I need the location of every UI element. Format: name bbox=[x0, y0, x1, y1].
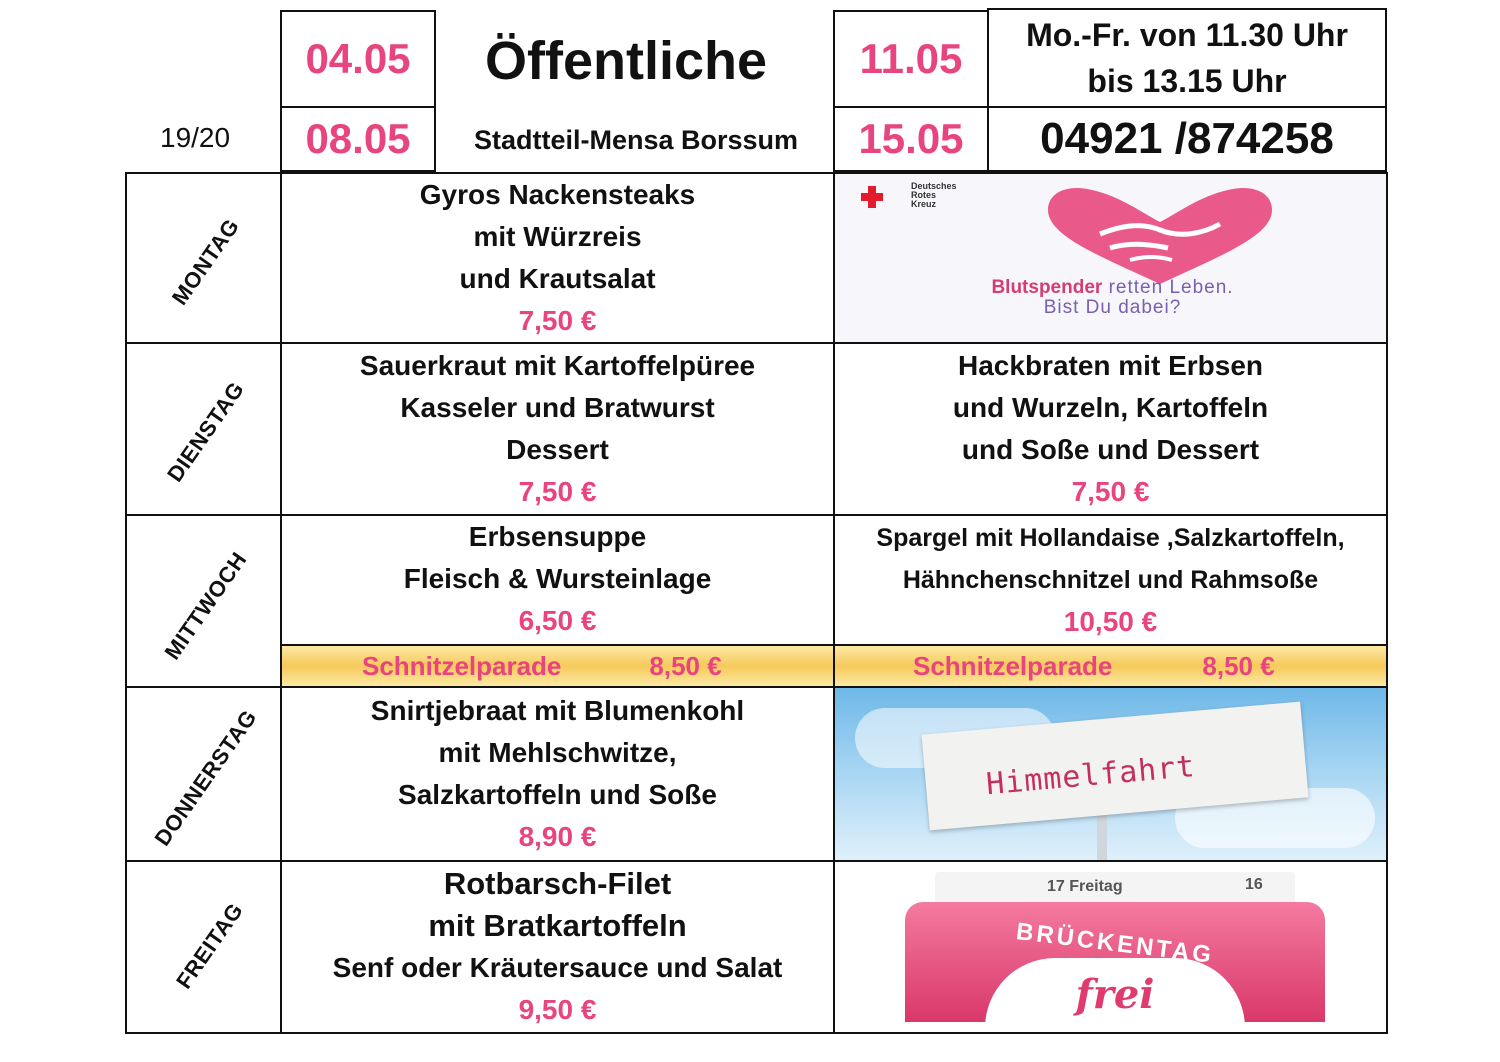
ascension-day-image bbox=[833, 686, 1388, 862]
frei-label: frei bbox=[1075, 970, 1155, 1018]
opening-hours-line1: Mo.-Fr. von 11.30 Uhr bbox=[1026, 17, 1348, 53]
menu-line: Sauerkraut mit Kartoffelpüree bbox=[359, 350, 756, 381]
day-label-donnerstag: DONNERSTAG bbox=[149, 705, 262, 851]
ad-slogan-rest: retten Leben. bbox=[1102, 277, 1234, 298]
drk-line: Deutsches bbox=[911, 181, 957, 191]
bridge-day-image bbox=[833, 860, 1388, 1034]
schnitzel-bar-week2 bbox=[833, 644, 1388, 688]
period-label: 19/20 bbox=[160, 122, 231, 153]
menu-line: Gyros Nackensteaks bbox=[419, 179, 696, 210]
drk-line: Rotes bbox=[911, 190, 937, 200]
menu-line: Erbsensuppe bbox=[468, 521, 647, 552]
schnitzel-price: 8,50 € bbox=[1202, 650, 1275, 681]
opening-hours-line2: bis 13.15 Uhr bbox=[1087, 63, 1287, 99]
date-week2-start: 11.05 bbox=[833, 10, 989, 108]
page-title: Öffentliche bbox=[484, 31, 768, 91]
brueckentag-label: BRÜCKENTAG bbox=[1014, 917, 1216, 970]
menu-line: Rotbarsch-Filet bbox=[443, 866, 672, 901]
menu-price: 9,50 € bbox=[518, 994, 597, 1025]
menu-line: Hackbraten mit Erbsen bbox=[958, 350, 1263, 381]
day-divider bbox=[125, 860, 282, 862]
red-cross-icon bbox=[861, 186, 883, 208]
menu-price: 7,50 € bbox=[1071, 476, 1150, 507]
schnitzel-bar-week1 bbox=[280, 644, 835, 688]
menu-line: mit Würzreis bbox=[473, 221, 642, 252]
phone-number: 04921 /874258 bbox=[987, 106, 1387, 172]
ad-slogan-bold: Blutspender bbox=[991, 277, 1103, 298]
blood-donation-ad bbox=[833, 172, 1388, 344]
menu-cell-week1-dienstag bbox=[280, 342, 835, 516]
menu-line: Spargel mit Hollandaise ,Salzkartoffeln, bbox=[876, 524, 1345, 552]
day-label-mittwoch: MITTWOCH bbox=[159, 547, 252, 665]
menu-cell-week1-donnerstag bbox=[280, 686, 835, 862]
date-week1-end: 08.05 bbox=[280, 106, 436, 172]
drk-org-text bbox=[911, 182, 957, 209]
menu-line: mit Mehlschwitze, bbox=[438, 737, 677, 768]
date-week1-start: 04.05 bbox=[280, 10, 436, 108]
menu-line: Hähnchenschnitzel und Rahmsoße bbox=[902, 566, 1319, 594]
menu-line: Dessert bbox=[506, 434, 609, 465]
ad-slogan-question: Bist Du dabei? bbox=[1043, 297, 1182, 318]
sign-post bbox=[1097, 808, 1107, 862]
menu-cell-week2-dienstag bbox=[833, 342, 1388, 516]
ad-slogan bbox=[835, 278, 1388, 318]
day-divider bbox=[125, 514, 282, 516]
schnitzel-label: Schnitzelparade bbox=[913, 650, 1113, 681]
menu-cell-week1-mittwoch bbox=[280, 514, 835, 646]
drk-line: Kreuz bbox=[911, 199, 937, 209]
day-label-freitag: FREITAG bbox=[171, 898, 249, 994]
menu-price: 7,50 € bbox=[518, 305, 597, 336]
menu-line: Kasseler und Bratwurst bbox=[400, 392, 715, 423]
menu-cell-week1-freitag bbox=[280, 860, 835, 1034]
day-divider bbox=[125, 686, 282, 688]
day-label-dienstag: DIENSTAG bbox=[162, 377, 250, 487]
menu-price: 6,50 € bbox=[518, 605, 597, 636]
day-divider bbox=[125, 342, 282, 344]
date-week2-end: 15.05 bbox=[833, 106, 989, 172]
menu-price: 10,50 € bbox=[1063, 606, 1158, 637]
menu-line: mit Bratkartoffeln bbox=[428, 908, 687, 943]
himmelfahrt-label: Himmelfahrt bbox=[984, 748, 1197, 802]
calendar-date-next: 16 bbox=[1245, 876, 1263, 893]
menu-line: Salzkartoffeln und Soße bbox=[398, 779, 717, 810]
menu-line: Snirtjebraat mit Blumenkohl bbox=[370, 695, 745, 726]
menu-line: Fleisch & Wursteinlage bbox=[403, 563, 712, 594]
page-subtitle: Stadtteil-Mensa Borssum bbox=[473, 124, 799, 155]
heart-handshake-icon bbox=[1040, 186, 1280, 286]
menu-line: und Soße und Dessert bbox=[961, 434, 1260, 465]
opening-hours bbox=[987, 8, 1387, 108]
menu-price: 8,90 € bbox=[518, 821, 597, 852]
calendar-date: 17 Freitag bbox=[1047, 878, 1123, 895]
day-label-montag: MONTAG bbox=[166, 213, 245, 310]
menu-line: und Krautsalat bbox=[459, 263, 656, 294]
menu-cell-week2-mittwoch bbox=[833, 514, 1388, 646]
menu-line: und Wurzeln, Kartoffeln bbox=[952, 392, 1269, 423]
menu-cell-week1-montag bbox=[280, 172, 835, 344]
schnitzel-price: 8,50 € bbox=[649, 650, 722, 681]
schnitzel-label: Schnitzelparade bbox=[362, 650, 562, 681]
menu-price: 7,50 € bbox=[518, 476, 597, 507]
menu-line: Senf oder Kräutersauce und Salat bbox=[332, 952, 783, 983]
